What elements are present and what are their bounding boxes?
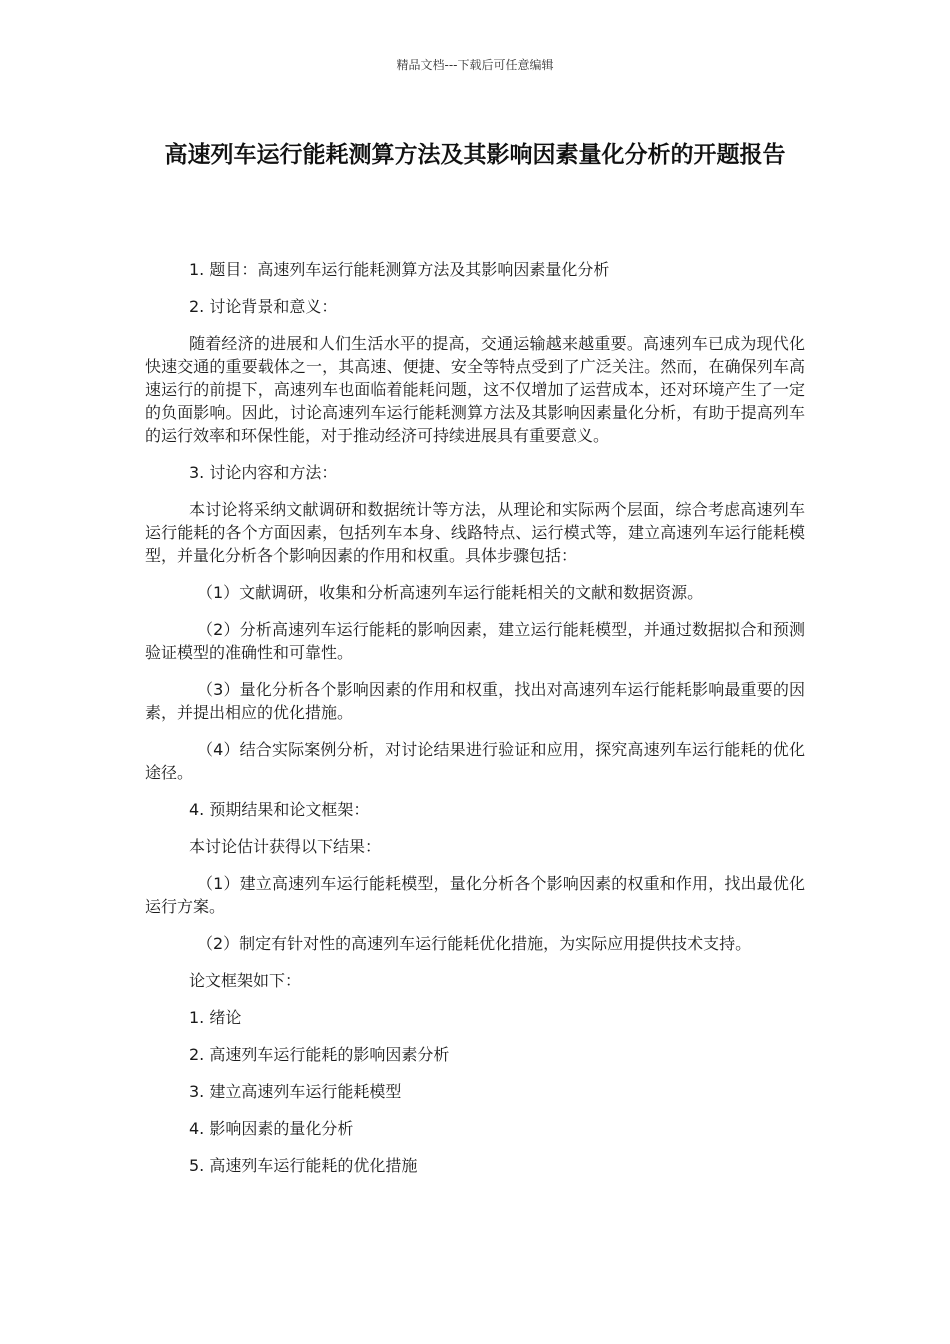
section-heading-background: 2. 讨论背景和意义： [189, 297, 338, 316]
step-item: （2）分析高速列车运行能耗的影响因素，建立运行能耗模型，并通过数据拟合和预测验证模型的准确性和可靠性。 [145, 620, 805, 662]
framework-item: 5. 高速列车运行能耗的优化措施 [189, 1156, 418, 1175]
paragraph-method: 本讨论将采纳文献调研和数据统计等方法，从理论和实际两个层面，综合考虑高速列车运行能耗的各个方面因素，包括列车本身、线路特点、运行模式等，建立高速列车运行能耗模型，并量化分析各个影响因素的作用和权重。具体步骤包括： [145, 500, 805, 565]
framework-intro: 论文框架如下： [189, 971, 302, 990]
paragraph-background: 随着经济的进展和人们生活水平的提高，交通运输越来越重要。高速列车已成为现代化快速交通的重要载体之一，其高速、便捷、安全等特点受到了广泛关注。然而，在确保列车高速运行的前提下，高速列车也面临着能耗问题，这不仅增加了运营成本，还对环境产生了一定的负面影响。因此，讨论高速列车运行能耗测算方法及其影响因素量化分析，有助于提高列车的运行效率和环保性能，对于推动经济可持续进展具有重要意义。 [145, 334, 805, 445]
framework-item: 2. 高速列车运行能耗的影响因素分析 [189, 1045, 450, 1064]
step-item: （1）文献调研，收集和分析高速列车运行能耗相关的文献和数据资源。 [197, 583, 704, 602]
section-heading-content-method: 3. 讨论内容和方法： [189, 463, 338, 482]
framework-item: 1. 绪论 [189, 1008, 242, 1027]
document-body [145, 258, 805, 1191]
framework-item: 4. 影响因素的量化分析 [189, 1119, 354, 1138]
step-item: （4）结合实际案例分析，对讨论结果进行验证和应用，探究高速列车运行能耗的优化途径。 [145, 740, 805, 782]
framework-item: 3. 建立高速列车运行能耗模型 [189, 1082, 402, 1101]
header-note: 精品文档---下载后可任意编辑 [396, 58, 554, 72]
section-topic: 1. 题目：高速列车运行能耗测算方法及其影响因素量化分析 [189, 260, 610, 279]
paragraph-results-intro: 本讨论估计获得以下结果： [189, 837, 382, 856]
section-heading-results: 4. 预期结果和论文框架： [189, 800, 370, 819]
step-item: （3）量化分析各个影响因素的作用和权重，找出对高速列车运行能耗影响最重要的因素，并提出相应的优化措施。 [145, 680, 805, 722]
result-item: （1）建立高速列车运行能耗模型，量化分析各个影响因素的权重和作用，找出最优化运行方案。 [145, 874, 805, 916]
document-title: 高速列车运行能耗测算方法及其影响因素量化分析的开题报告 [164, 142, 786, 168]
result-item: （2）制定有针对性的高速列车运行能耗优化措施，为实际应用提供技术支持。 [197, 934, 752, 953]
